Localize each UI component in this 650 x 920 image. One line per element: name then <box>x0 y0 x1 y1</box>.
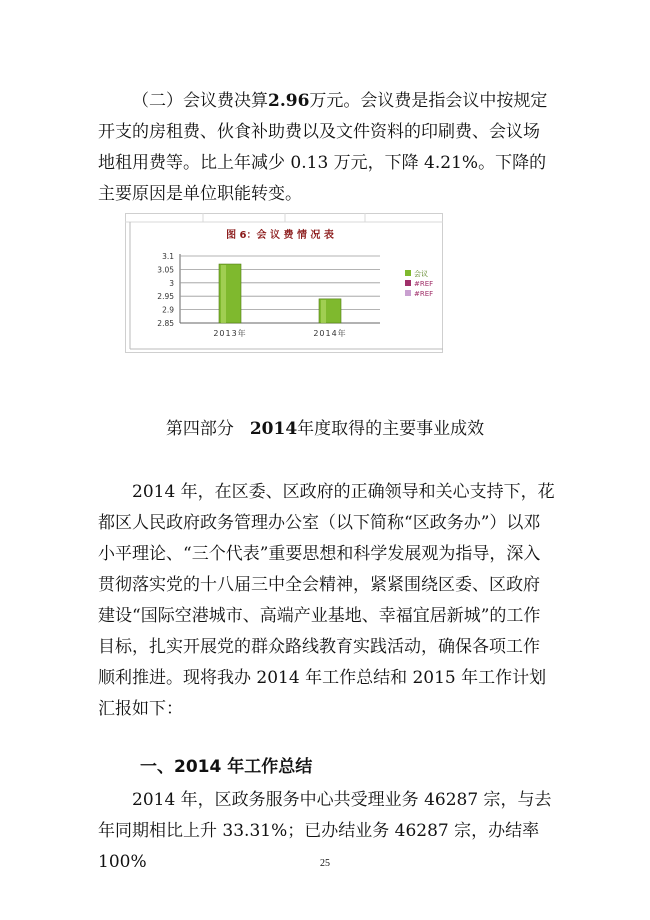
meeting-fee-chart <box>125 213 443 353</box>
meeting-fee-amount: 2.96 <box>268 91 310 111</box>
x-tick-label: 2014年 <box>313 329 347 338</box>
part4-heading <box>0 414 650 439</box>
x-tick-label: 2013年 <box>213 329 247 338</box>
bar-highlight <box>321 300 326 323</box>
bar-highlight <box>221 265 226 323</box>
paragraph-meeting-fees-body: 万元。会议费是指会议中按规定开支的房租费、伙食补助费以及文件资料的印刷费、会议场地租用费等。比上年减少 0.13 万元，下降 4.21%。下降的主要原因是单位职能转变。 <box>98 91 548 204</box>
y-tick-label: 2.85 <box>157 319 174 328</box>
paragraph-work-intro-text: 2014 年，在区委、区政府的正确领导和关心支持下，花都区人民政府政务管理办公室（以下简称“区政务办”）以邓小平理论、“三个代表”重要思想和科学发展观为指导，深入贯彻落实党的十八届三中全会精神，紧紧围绕区委、区政府建设“国际空港城市、高端产业基地、幸福宜居新城”的工作目标，扎实开展党的群众路线教育实践活动，确保各项工作顺利推进。现将我办 2014 年工作总结和 2015 年工作计划汇报如下： <box>98 482 555 719</box>
paragraph-meeting-fees-lead: （二）会议费决算 <box>132 91 268 111</box>
chart-title: 图 6：会 议 费 情 况 表 <box>226 230 334 241</box>
paragraph-work-intro <box>98 477 556 725</box>
y-tick-label: 3 <box>169 278 174 288</box>
legend-label: #REF <box>414 290 434 298</box>
page-number: 25 <box>320 858 330 869</box>
paragraph-meeting-fees <box>98 86 556 210</box>
paragraph-service-stats-text: 2014 年，区政务服务中心共受理业务 46287 宗，与去年同期相比上升 33.31%；已办结业务 46287 宗，办结率 100% <box>98 790 552 872</box>
part4-heading-prefix: 第四部分 <box>165 419 234 439</box>
section-1-title: 一、2014 年工作总结 <box>140 757 313 777</box>
legend-swatch <box>405 270 411 276</box>
y-tick-label: 2.9 <box>162 305 174 315</box>
part4-heading-year: 2014 <box>249 419 298 439</box>
y-tick-label: 2.95 <box>157 292 174 302</box>
part4-heading-suffix: 年度取得的主要事业成效 <box>297 419 485 439</box>
y-tick-label: 3.1 <box>162 252 174 261</box>
legend-label: #REF <box>414 280 434 288</box>
legend-swatch <box>405 290 411 296</box>
y-tick-label: 3.05 <box>157 265 174 275</box>
legend-swatch <box>405 280 411 286</box>
legend-label: 会议 <box>414 270 428 278</box>
